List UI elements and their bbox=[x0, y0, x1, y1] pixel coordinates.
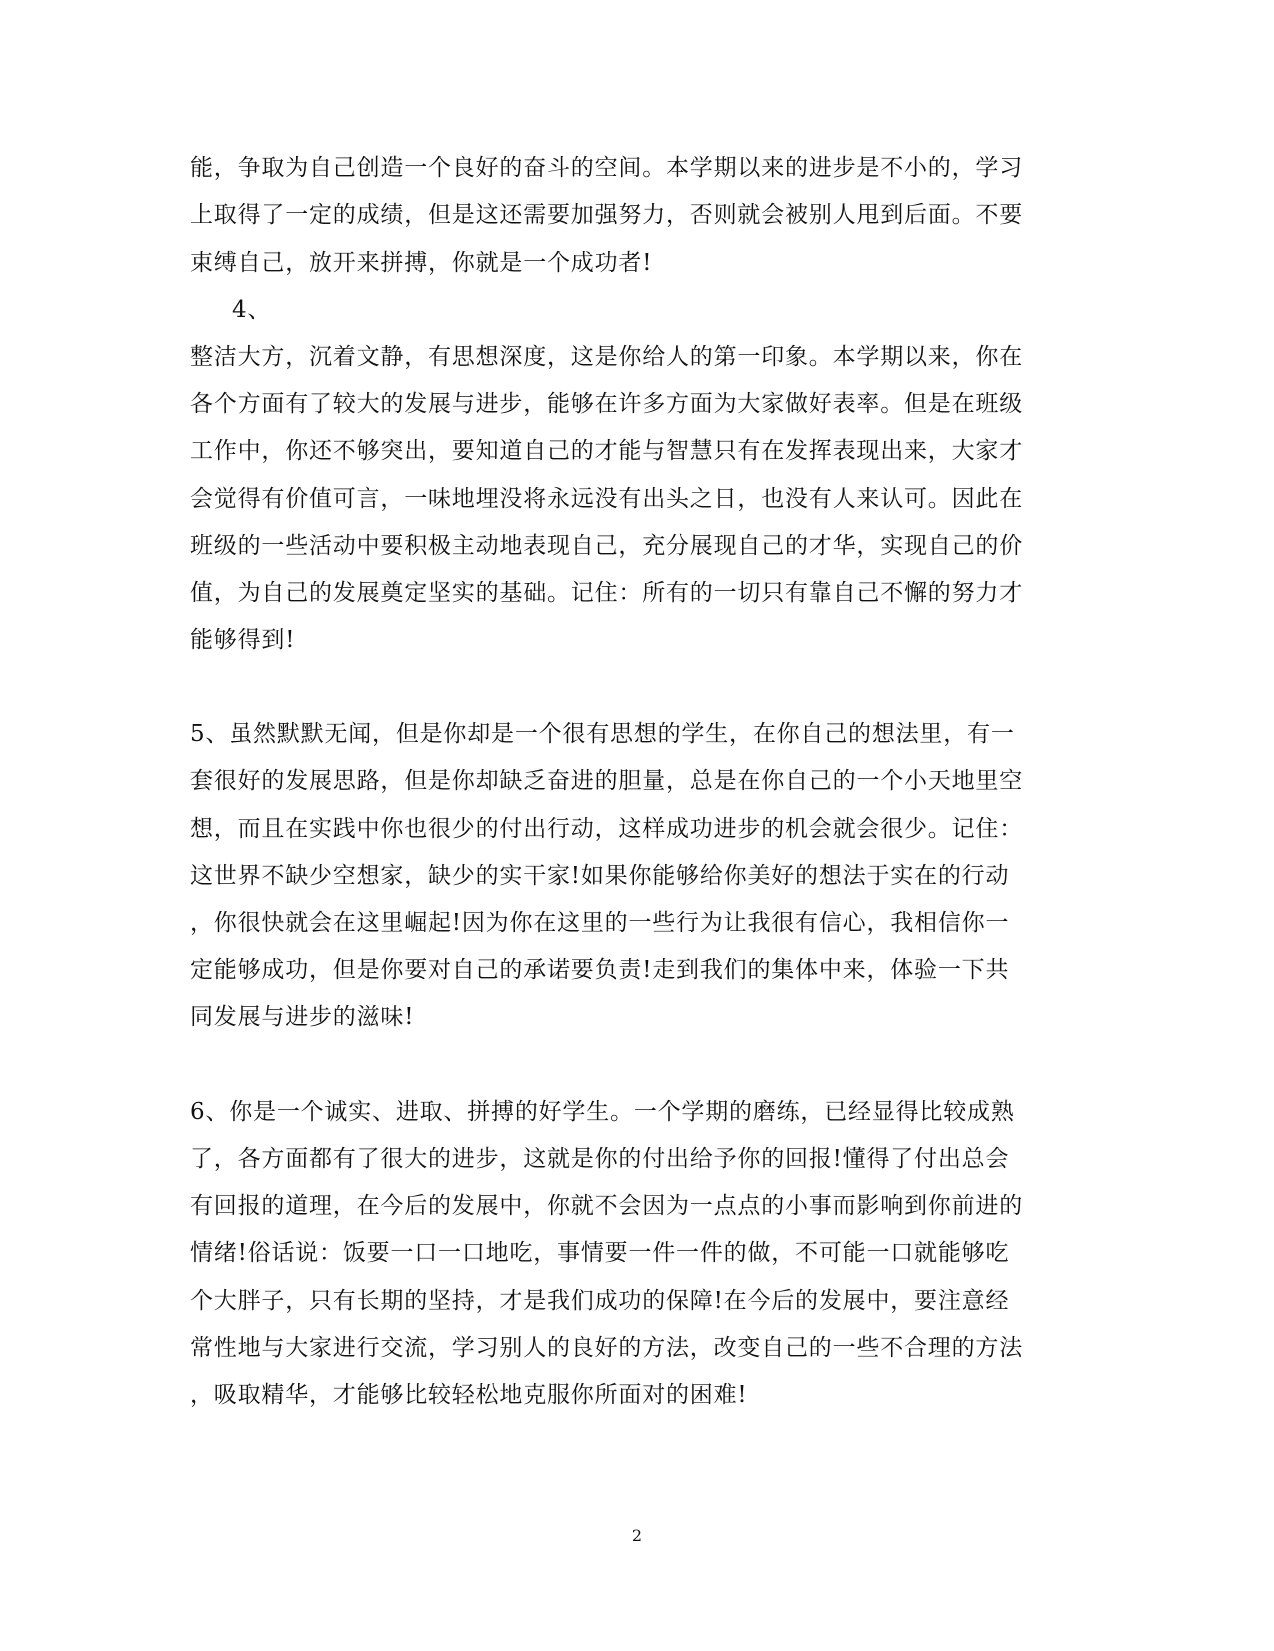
text-line: 各个方面有了较大的发展与进步，能够在许多方面为大家做好表率。但是在班级 bbox=[190, 391, 1023, 417]
text-line: 整洁大方，沉着文静，有思想深度，这是你给人的第一印象。本学期以来，你在 bbox=[190, 344, 1023, 370]
text-line: 值，为自己的发展奠定坚实的基础。记住：所有的一切只有靠自己不懈的努力才 bbox=[190, 580, 1023, 606]
text-line: 常性地与大家进行交流，学习别人的良好的方法，改变自己的一些不合理的方法 bbox=[190, 1335, 1023, 1361]
text-line: 上取得了一定的成绩，但是这还需要加强努力，否则就会被别人甩到后面。不要 bbox=[190, 202, 1023, 228]
text-line: 5、虽然默默无闻，但是你却是一个很有思想的学生，在你自己的想法里，有一 bbox=[190, 721, 1015, 747]
text-line: 4、 bbox=[232, 297, 272, 323]
text-line: 会觉得有价值可言，一味地埋没将永远没有出头之日，也没有人来认可。因此在 bbox=[190, 486, 1023, 512]
text-line: 这世界不缺少空想家，缺少的实干家!如果你能够给你美好的想法于实在的行动 bbox=[190, 863, 1010, 889]
text-line: 想，而且在实践中你也很少的付出行动，这样成功进步的机会就会很少。记住： bbox=[190, 816, 1023, 842]
text-line: 同发展与进步的滋味! bbox=[190, 1004, 415, 1030]
text-line: 定能够成功，但是你要对自己的承诺要负责!走到我们的集体中来，体验一下共 bbox=[190, 957, 1010, 983]
text-line: ，吸取精华，才能够比较轻松地克服你所面对的困难! bbox=[190, 1382, 748, 1408]
text-line: 能够得到! bbox=[190, 627, 296, 653]
text-line: 班级的一些活动中要积极主动地表现自己，充分展现自己的才华，实现自己的价 bbox=[190, 533, 1023, 559]
text-line: ，你很快就会在这里崛起!因为你在这里的一些行为让我很有信心，我相信你一 bbox=[190, 910, 1010, 936]
text-line: 能，争取为自己创造一个良好的奋斗的空间。本学期以来的进步是不小的，学习 bbox=[190, 155, 1023, 181]
text-line: 情绪!俗话说：饭要一口一口地吃，事情要一件一件的做，不可能一口就能够吃 bbox=[190, 1240, 1010, 1266]
text-line: 工作中，你还不够突出，要知道自己的才能与智慧只有在发挥表现出来，大家才 bbox=[190, 438, 1023, 464]
text-line: 束缚自己，放开来拼搏，你就是一个成功者! bbox=[190, 250, 653, 276]
text-line: 了，各方面都有了很大的进步，这就是你的付出给予你的回报!懂得了付出总会 bbox=[190, 1146, 1010, 1172]
text-line: 有回报的道理，在今后的发展中，你就不会因为一点点的小事而影响到你前进的 bbox=[190, 1193, 1023, 1219]
text-line: 个大胖子，只有长期的坚持，才是我们成功的保障!在今后的发展中，要注意经 bbox=[190, 1288, 1010, 1314]
page-number: 2 bbox=[631, 1526, 643, 1545]
text-line: 套很好的发展思路，但是你却缺乏奋进的胆量，总是在你自己的一个小天地里空 bbox=[190, 768, 1023, 794]
text-line: 6、你是一个诚实、进取、拼搏的好学生。一个学期的磨练，已经显得比较成熟 bbox=[190, 1099, 1015, 1125]
